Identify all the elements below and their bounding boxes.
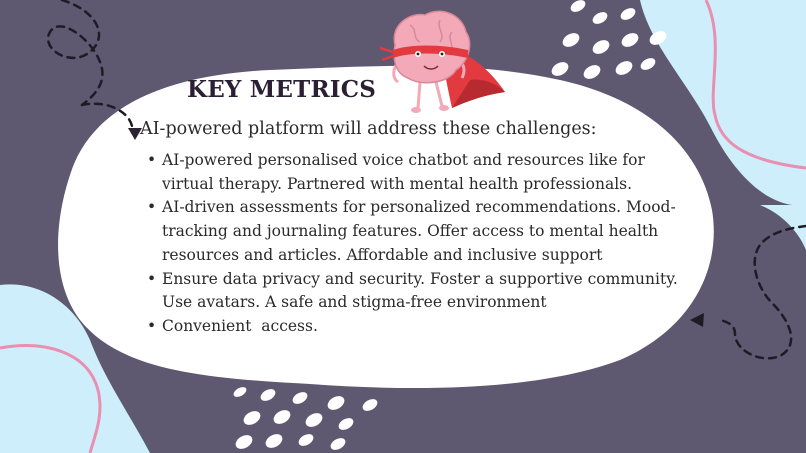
slide-title: KEY METRICS bbox=[187, 76, 377, 103]
list-item: • Ensure data privacy and security. Foster a supportive community. Use avatars. A safe and stigma-free environment bbox=[144, 268, 684, 315]
list-item: • Convenient access. bbox=[144, 315, 684, 339]
list-item: • AI-driven assessments for personalized recommendations. Mood-tracking and journaling features. Offer access to mental health resources and articles. Affordable and inclusive support bbox=[144, 196, 684, 267]
intro-text: AI-powered platform will address these challenges: bbox=[140, 119, 597, 139]
white-dots-bottom bbox=[232, 385, 379, 452]
list-item: • AI-powered personalised voice chatbot and resources like for virtual therapy. Partnered with mental health professionals. bbox=[144, 149, 684, 196]
bullet-list bbox=[144, 149, 684, 339]
dashed-arrow-head-right bbox=[690, 313, 704, 327]
dashed-curve-right bbox=[720, 226, 806, 358]
dashed-loop-top-left bbox=[48, 0, 102, 105]
